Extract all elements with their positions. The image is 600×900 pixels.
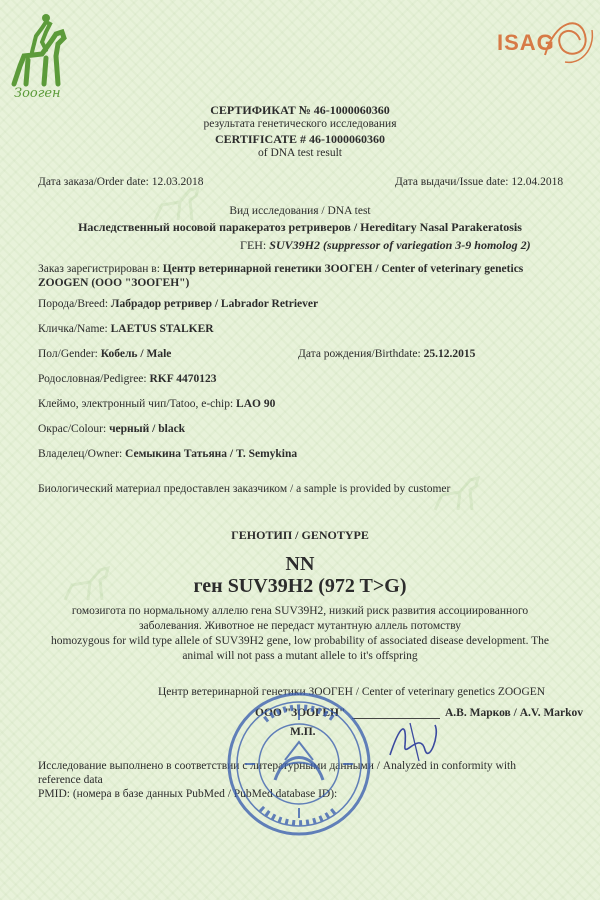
dna-test-label: Вид исследования / DNA test bbox=[229, 205, 371, 217]
issue-date: Дата выдачи/Issue date: 12.04.2018 bbox=[395, 176, 564, 188]
colour-row: Окрас/Colour: черный / black bbox=[38, 423, 186, 435]
genotype-gene: ген SUV39H2 (972 T>G) bbox=[193, 575, 407, 597]
signer-name: А.В. Марков / A.V. Markov bbox=[445, 707, 584, 719]
footer-pmid: PMID: (номера в базе данных PubMed / PubMed database ID): bbox=[38, 788, 338, 800]
certificate-subtitle-ru: результата генетического исследования bbox=[203, 118, 397, 130]
interpretation-en-2: animal will not pass a mutant allele to it's offspring bbox=[182, 650, 418, 662]
footer-line1: Исследование выполнено в соответствии с литературными данными / Analyzed in conformity with bbox=[38, 760, 516, 772]
certificate-title-en: CERTIFICATE # 46-1000060360 bbox=[214, 132, 386, 146]
horse-watermark-icon bbox=[430, 470, 490, 520]
gene-line: ГЕН: SUV39H2 (suppressor of variegation 3-9 homolog 2) bbox=[240, 238, 531, 252]
interpretation-en-1: homozygous for wild type allele of SUV39H2 gene, low probability of associated disease development. The bbox=[50, 635, 549, 647]
zoogen-logo-text: Зооген bbox=[14, 86, 61, 101]
interpretation-ru-2: заболевания. Животное не передаст мутантную аллель потомству bbox=[138, 620, 462, 632]
order-registered: Заказ зарегистрирован в: Центр ветеринарной генетики ЗООГЕН / Center of veterinary genetics bbox=[38, 263, 524, 275]
interpretation-ru-1: гомозигота по нормальному аллелю гена SUV39H2, низкий риск развития ассоциированного bbox=[71, 605, 529, 617]
isag-logo: ISAG bbox=[497, 30, 555, 55]
signature-center: Центр ветеринарной генетики ЗООГЕН / Center of veterinary genetics ZOOGEN bbox=[158, 686, 546, 698]
owner-row: Владелец/Owner: Семыкина Татьяна / T. Semykina bbox=[38, 448, 298, 460]
dna-test-name: Наследственный носовой паракератоз ретриверов / Hereditary Nasal Parakeratosis bbox=[78, 220, 522, 234]
birthdate-row: Дата рождения/Birthdate: 25.12.2015 bbox=[298, 348, 476, 360]
round-seal-stamp bbox=[225, 690, 373, 838]
certificate-title-ru: СЕРТИФИКАТ № 46-1000060360 bbox=[210, 103, 390, 117]
breed-row: Порода/Breed: Лабрадор ретривер / Labrador Retriever bbox=[38, 298, 319, 310]
genotype-heading: ГЕНОТИП / GENOTYPE bbox=[231, 528, 369, 542]
sample-note: Биологический материал предоставлен заказчиком / a sample is provided by customer bbox=[38, 483, 451, 495]
signature-org: ООО "ЗООГЕН" bbox=[255, 707, 346, 719]
gender-row: Пол/Gender: Кобель / Male bbox=[38, 348, 172, 360]
name-row: Кличка/Name: LAETUS STALKER bbox=[38, 323, 214, 335]
isag-swirl-icon bbox=[540, 10, 600, 70]
chip-row: Клеймо, электронный чип/Tatoo, e-chip: LAO 90 bbox=[38, 398, 276, 410]
order-registered-line2: ZOOGEN (ООО "ЗООГЕН") bbox=[38, 277, 190, 289]
order-date: Дата заказа/Order date: 12.03.2018 bbox=[38, 176, 204, 188]
pedigree-row: Родословная/Pedigree: RKF 4470123 bbox=[38, 373, 217, 385]
genotype-value: NN bbox=[285, 553, 315, 575]
certificate-subtitle-en: of DNA test result bbox=[257, 147, 342, 159]
stamp-mp: М.П. bbox=[290, 726, 316, 738]
handwritten-signature bbox=[385, 715, 445, 765]
footer-line2: reference data bbox=[38, 774, 103, 786]
